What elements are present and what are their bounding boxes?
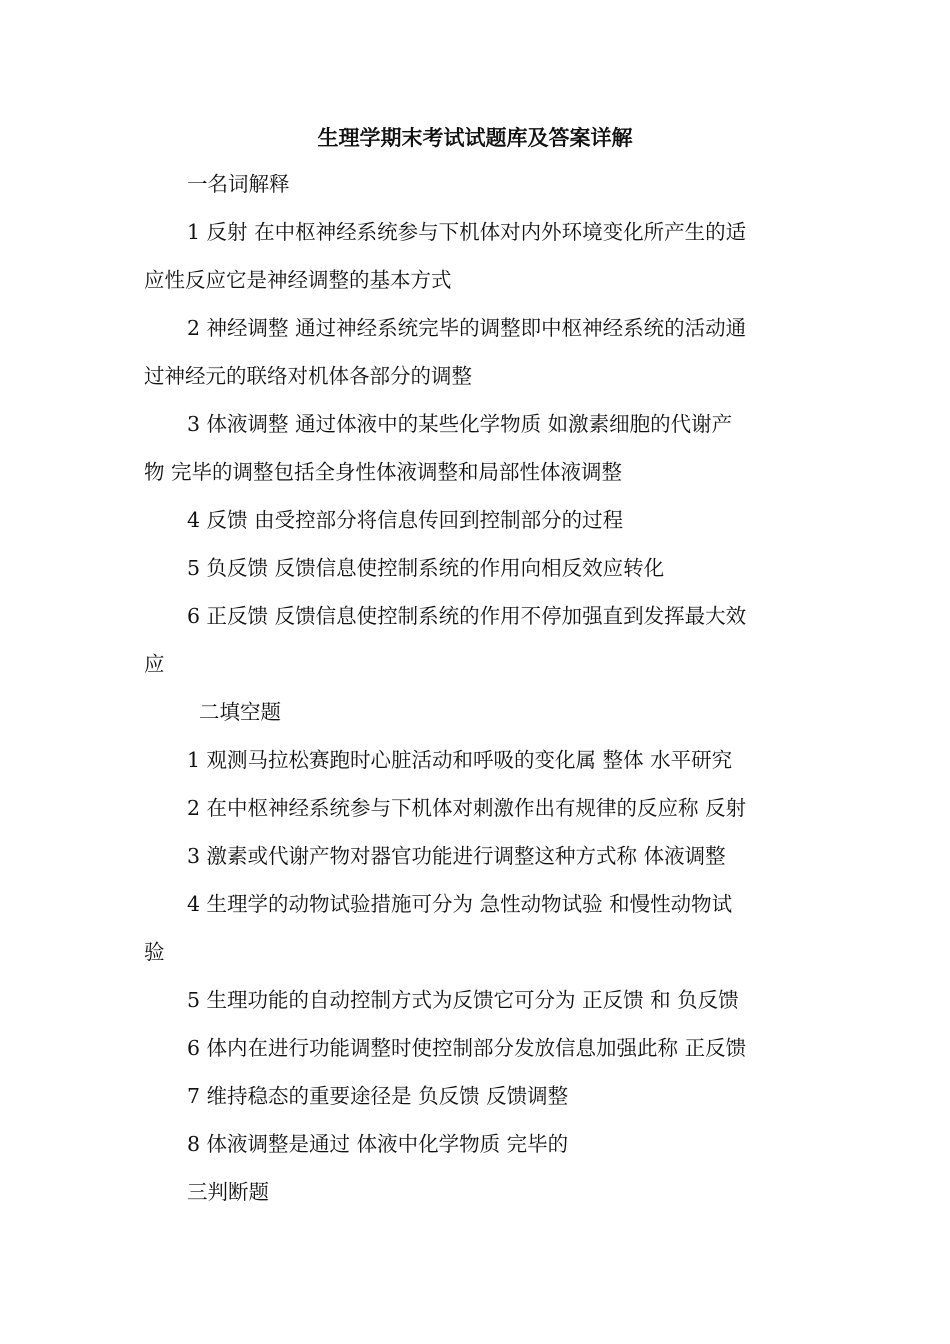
paragraph-line: 2 在中枢神经系统参与下机体对刺激作出有规律的反应称 反射	[187, 796, 747, 820]
paragraph-line: 应性反应它是神经调整的基本方式	[144, 268, 452, 292]
section-heading-true-false: 三判断题	[187, 1180, 269, 1204]
paragraph-line: 2 神经调整 通过神经系统完毕的调整即中枢神经系统的活动通	[187, 316, 747, 340]
paragraph-line: 4 反馈 由受控部分将信息传回到控制部分的过程	[187, 508, 624, 532]
paragraph-line: 5 负反馈 反馈信息使控制系统的作用向相反效应转化	[187, 556, 665, 580]
paragraph-line: 6 体内在进行功能调整时使控制部分发放信息加强此称 正反馈	[187, 1036, 747, 1060]
paragraph-line: 过神经元的联络对机体各部分的调整	[144, 364, 472, 388]
paragraph-line: 1 观测马拉松赛跑时心脏活动和呼吸的变化属 整体 水平研究	[187, 748, 733, 772]
paragraph-line: 1 反射 在中枢神经系统参与下机体对内外环境变化所产生的适	[187, 220, 747, 244]
paragraph-line: 6 正反馈 反馈信息使控制系统的作用不停加强直到发挥最大效	[187, 604, 747, 628]
paragraph-line: 4 生理学的动物试验措施可分为 急性动物试验 和慢性动物试	[187, 892, 733, 916]
paragraph-line: 7 维持稳态的重要途径是 负反馈 反馈调整	[187, 1084, 569, 1108]
paragraph-line: 5 生理功能的自动控制方式为反馈它可分为 正反馈 和 负反馈	[187, 988, 739, 1012]
paragraph-line: 8 体液调整是通过 体液中化学物质 完毕的	[187, 1132, 569, 1156]
paragraph-line: 物 完毕的调整包括全身性体液调整和局部性体液调整	[144, 460, 623, 484]
paragraph-line: 3 激素或代谢产物对器官功能进行调整这种方式称 体液调整	[187, 844, 726, 868]
section-heading-fill-in: 二填空题	[199, 700, 281, 724]
paragraph-line: 应	[144, 652, 165, 676]
section-heading-definitions: 一名词解释	[187, 172, 290, 196]
document-title: 生理学期末考试试题库及答案详解	[317, 125, 633, 150]
paragraph-line: 3 体液调整 通过体液中的某些化学物质 如激素细胞的代谢产	[187, 412, 733, 436]
paragraph-line: 验	[144, 940, 165, 964]
